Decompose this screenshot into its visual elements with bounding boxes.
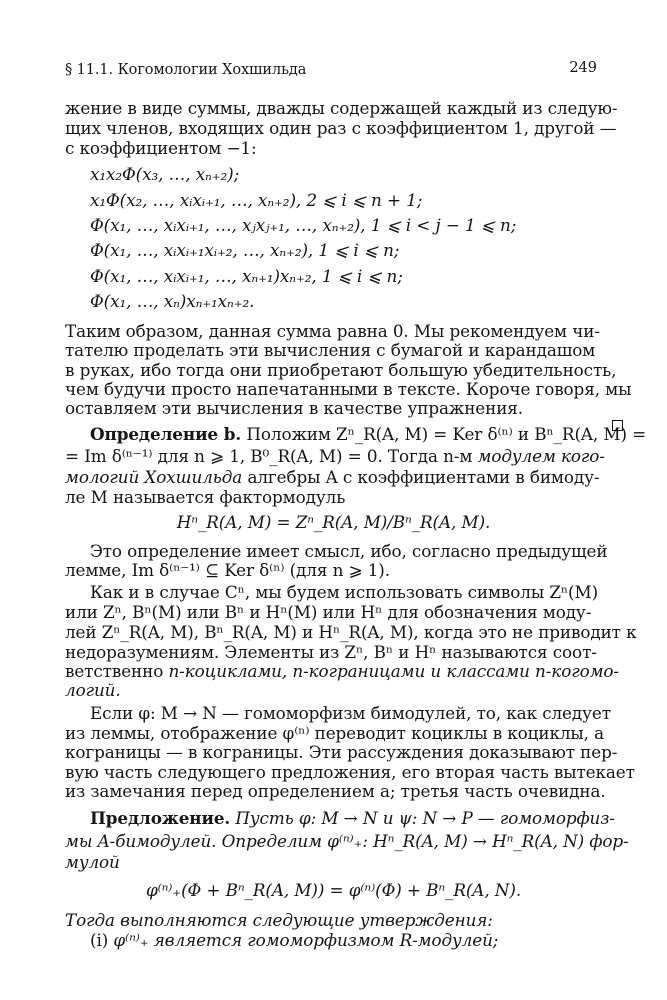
proposition-line: Тогда выполняются следующие утверждения: xyxy=(65,910,493,930)
text-line: недоразумениям. Элементы из Zⁿ, Bⁿ и Hⁿ называются соот- xyxy=(65,642,597,662)
definition-line: = Im δ⁽ⁿ⁻¹⁾ для n ⩾ 1, B⁰_R(A, M) = 0. Тогда n-м модулем кого- xyxy=(65,446,605,466)
definition-line: Определение b. Положим Zⁿ_R(A, M) = Ker δ⁽ⁿ⁾ и Bⁿ_R(A, M) = xyxy=(90,424,647,444)
formula-line: Φ(x₁, …, xᵢxᵢ₊₁xᵢ₊₂, …, xₙ₊₂), 1 ⩽ i ⩽ n; xyxy=(90,240,400,260)
text-line: щих членов, входящих один раз с коэффициентом 1, другой — xyxy=(65,118,617,138)
definition-formula: Hⁿ_R(A, M) = Zⁿ_R(A, M)/Bⁿ_R(A, M). xyxy=(176,512,491,532)
formula-line: Φ(x₁, …, xᵢxᵢ₊₁, …, xⱼxⱼ₊₁, …, xₙ₊₂), 1 ⩽ i < j − 1 ⩽ n; xyxy=(90,215,517,235)
proposition-line: мы A-бимодулей. Определим φ⁽ⁿ⁾₊: Hⁿ_R(A, M) → Hⁿ_R(A, N) фор- xyxy=(65,831,629,851)
text-line: из леммы, отображение φ⁽ⁿ⁾ переводит коциклы в коциклы, а xyxy=(65,723,605,743)
proposition-formula: φ⁽ⁿ⁾₊(Φ + Bⁿ_R(A, M)) = φ⁽ⁿ⁾(Φ) + Bⁿ_R(A, N). xyxy=(145,880,522,900)
text-line: из замечания перед определением a; третья часть очевидна. xyxy=(65,781,606,801)
text-line: или Zⁿ, Bⁿ(M) или Bⁿ и Hⁿ(M) или Hⁿ для обозначения моду- xyxy=(65,602,592,622)
text-line: с коэффициентом −1: xyxy=(65,138,257,158)
formula-line: x₁Φ(x₂, …, xᵢxᵢ₊₁, …, xₙ₊₂), 2 ⩽ i ⩽ n + 1; xyxy=(90,190,423,210)
text-line: кограницы — в кограницы. Эти рассуждения доказывают пер- xyxy=(65,742,618,762)
text-line: жение в виде суммы, дважды содержащей каждый из следую- xyxy=(65,98,618,118)
text-line: ветственно n-коциклами, n-кограницами и классами n-когомо- xyxy=(65,661,620,681)
text-line: тателю проделать эти вычисления с бумагой и карандашом xyxy=(65,340,596,360)
definition-line: ле M называется фактормодуль xyxy=(65,487,346,507)
running-header: § 11.1. Когомологии Хохшильда xyxy=(65,62,307,78)
text-line: в руках, ибо тогда они приобретают большую убедительность, xyxy=(65,360,617,380)
proposition-label: Предложение. xyxy=(90,808,231,828)
definition-label: Определение b. xyxy=(90,424,242,444)
text-line: Это определение имеет смысл, ибо, согласно предыдущей xyxy=(90,541,608,561)
proposition-item: (i) φ⁽ⁿ⁾₊ является гомоморфизмом R-модулей; xyxy=(90,930,499,950)
text-line: лей Zⁿ_R(A, M), Bⁿ_R(A, M) и Hⁿ_R(A, M), когда это не приводит к xyxy=(65,622,637,642)
text-line: вую часть следующего предложения, его вторая часть вытекает xyxy=(65,762,635,782)
text-line: оставляем эти вычисления в качестве упражнения. xyxy=(65,398,524,418)
text-line: логий. xyxy=(65,680,121,700)
proposition-line: Предложение. Пусть φ: M → N и ψ: N → P — гомоморфиз- xyxy=(90,808,615,828)
text-line: Если φ: M → N — гомоморфизм бимодулей, то, как следует xyxy=(90,703,611,723)
text-line: Таким образом, данная сумма равна 0. Мы рекомендуем чи- xyxy=(65,321,600,341)
formula-line: Φ(x₁, …, xᵢxᵢ₊₁, …, xₙ₊₁)xₙ₊₂, 1 ⩽ i ⩽ n; xyxy=(90,266,403,286)
definition-line: мологий Хохшильда алгебры A с коэффициентами в бимоду- xyxy=(65,467,600,487)
text-line: чем будучи просто напечатанными в тексте. Короче говоря, мы xyxy=(65,379,632,399)
formula-line: Φ(x₁, …, xₙ)xₙ₊₁xₙ₊₂. xyxy=(90,291,255,311)
proposition-line: мулой xyxy=(65,852,120,872)
text-line: лемме, Im δ⁽ⁿ⁻¹⁾ ⊆ Ker δ⁽ⁿ⁾ (для n ⩾ 1). xyxy=(65,560,390,580)
text-line: Как и в случае Cⁿ, мы будем использовать символы Zⁿ(M) xyxy=(90,582,599,602)
page-number: 249 xyxy=(569,60,597,76)
formula-line: x₁x₂Φ(x₃, …, xₙ₊₂); xyxy=(90,164,240,184)
